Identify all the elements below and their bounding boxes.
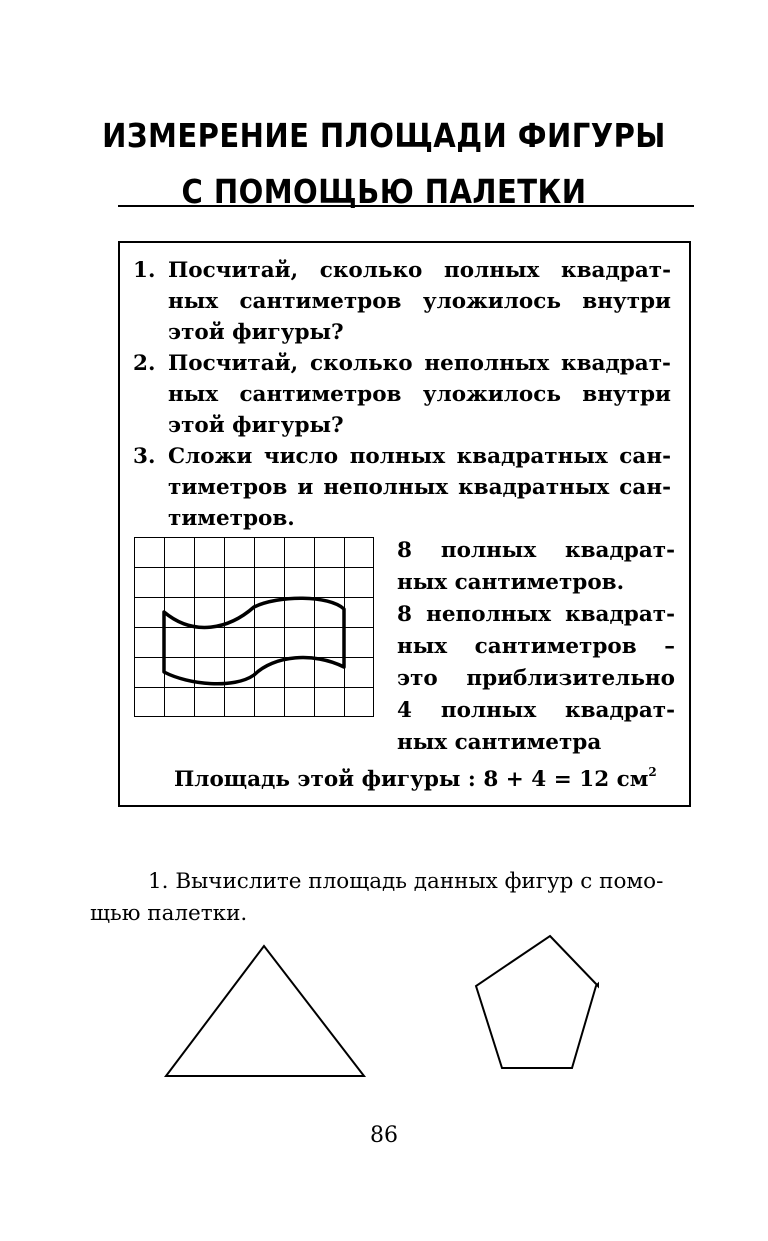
page-title-line-1: ИЗМЕРЕНИЕ ПЛОЩАДИ ФИГУРЫ	[102, 116, 666, 155]
instruction-2-line-3: этой фигуры?	[168, 413, 344, 438]
palette-grid	[134, 537, 374, 717]
page-title-line-2: С ПОМОЩЬЮ ПАЛЕТКИ	[181, 172, 587, 211]
triangle-figure	[160, 940, 372, 1084]
instruction-3-number: 3.	[133, 444, 156, 469]
page-title	[46, 108, 722, 220]
exercise-1	[90, 866, 692, 930]
instruction-1-line-1: Посчитай, сколько полных квадрат-	[168, 258, 671, 283]
area-formula	[174, 757, 657, 795]
instruction-3-line-1: Сложи число полных квадратных сан-	[168, 444, 671, 469]
explanation	[397, 535, 675, 759]
area-formula-superscript: 2	[648, 765, 657, 779]
explanation-line-2: ных сантиметров.	[397, 570, 625, 595]
instruction-3-line-2: тиметров и неполных квадратных сан-	[168, 475, 671, 500]
pentagon-figure	[470, 928, 606, 1074]
instruction-2-line-1: Посчитай, сколько неполных квадрат-	[168, 351, 671, 376]
explanation-line-7: ных сантиметра	[397, 730, 602, 755]
instruction-2-line-2: ных сантиметров уложилось внутри	[168, 382, 671, 407]
instruction-3-line-3: тиметров.	[168, 506, 295, 531]
explanation-line-3: 8 неполных квадрат-	[397, 602, 675, 627]
instruction-2-number: 2.	[133, 351, 156, 376]
explanation-line-4: ных сантиметров –	[397, 634, 675, 659]
explanation-line-5: это приблизительно	[397, 666, 675, 691]
title-rule	[118, 205, 694, 207]
instruction-1-number: 1.	[133, 258, 156, 283]
explanation-line-1: 8 полных квадрат-	[397, 538, 675, 563]
explanation-line-6: 4 полных квадрат-	[397, 698, 675, 723]
exercise-1-line-1: 1. Вычислите площадь данных фигур с помо-	[148, 869, 664, 894]
area-formula-text: Площадь этой фигуры : 8 + 4 = 12 см	[174, 767, 649, 792]
page-number: 86	[370, 1123, 398, 1148]
instruction-1-line-3: этой фигуры?	[168, 320, 344, 345]
palette-grid-figure	[134, 537, 374, 717]
exercise-1-line-2: щью палетки.	[90, 901, 248, 926]
instruction-1-line-2: ных сантиметров уложилось внутри	[168, 289, 671, 314]
